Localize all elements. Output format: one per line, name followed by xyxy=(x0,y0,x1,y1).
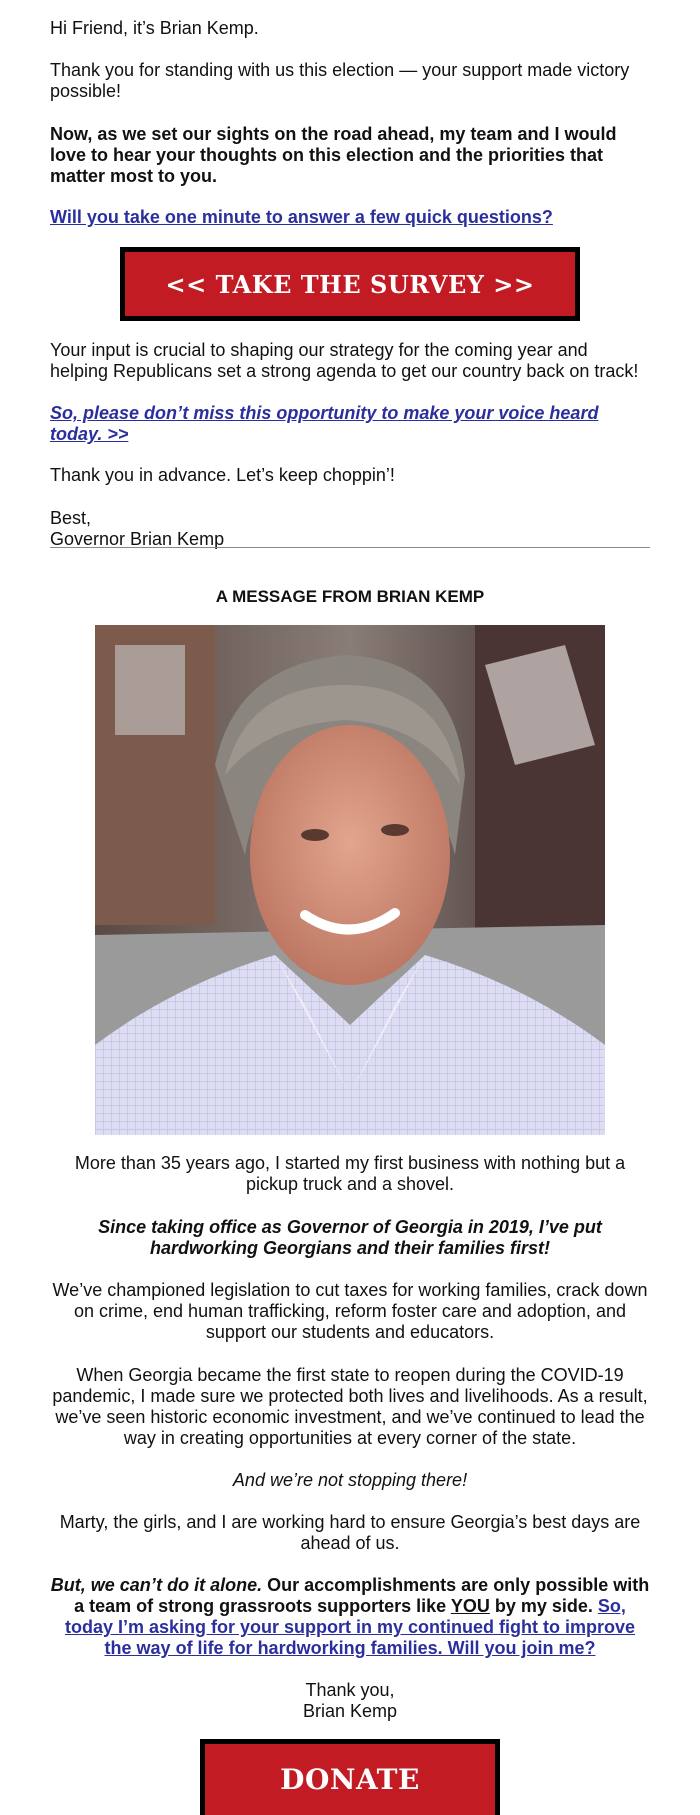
ask-paragraph: Now, as we set our sights on the road ahead, my team and I would love to hear your thoughts on this election and the priorities that matter most to you. xyxy=(50,124,617,186)
survey-link[interactable]: Will you take one minute to answer a few quick questions? xyxy=(50,207,553,227)
portrait-image xyxy=(95,625,605,1135)
business-paragraph: More than 35 years ago, I started my first business with nothing but a pickup truck and a shovel. xyxy=(74,1153,626,1194)
signoff-best: Best, xyxy=(50,508,92,528)
signoff xyxy=(50,508,650,550)
by-my-side-text: by my side. xyxy=(489,1596,598,1616)
accomplishments-text: Our accomplishments are only possible with a team of strong grassroots supporters like xyxy=(74,1575,650,1616)
legislation-paragraph: We’ve championed legislation to cut taxes for working families, crack down on crime, end human trafficking, reform foster care and adoption, and support our students and educators. xyxy=(52,1280,648,1342)
take-survey-button[interactable]: << TAKE THE SURVEY >> xyxy=(120,247,580,321)
family-paragraph: Marty, the girls, and I are working hard to ensure Georgia’s best days are ahead of us. xyxy=(59,1512,641,1553)
cant-do-alone-text: But, we can’t do it alone. xyxy=(50,1575,263,1595)
voice-link[interactable]: So, please don’t miss this opportunity to make your voice heard today. >> xyxy=(50,403,599,444)
advance-thanks: Thank you in advance. Let’s keep choppin’! xyxy=(50,465,395,485)
closing-name: Brian Kemp xyxy=(302,1701,398,1721)
donate-button[interactable]: DONATE xyxy=(200,1739,500,1815)
voice-link-paragraph xyxy=(50,403,650,445)
kemp-photo xyxy=(95,625,605,1135)
closing-thanks: Thank you, xyxy=(305,1680,395,1700)
message-heading: A MESSAGE FROM BRIAN KEMP xyxy=(215,587,485,606)
office-paragraph: Since taking office as Governor of Georgia in 2019, I’ve put hardworking Georgians and their families first! xyxy=(98,1217,602,1258)
closing-signoff xyxy=(50,1680,650,1722)
join-me-link[interactable]: So, today I’m asking for your support in my continued fight to improve the way of life for hardworking families. Will you join me? xyxy=(64,1596,636,1658)
section-divider xyxy=(50,547,650,548)
support-paragraph xyxy=(50,1575,650,1659)
not-stopping-paragraph: And we’re not stopping there! xyxy=(232,1470,468,1490)
greeting-text: Hi Friend, it’s Brian Kemp. xyxy=(50,18,259,38)
input-paragraph: Your input is crucial to shaping our strategy for the coming year and helping Republicans set a strong agenda to get our country back on track! xyxy=(50,340,639,381)
thanks-paragraph: Thank you for standing with us this election — your support made victory possible! xyxy=(50,60,630,101)
covid-paragraph: When Georgia became the first state to reopen during the COVID-19 pandemic, I made sure we protected both lives and livelihoods. As a result, we’ve seen historic economic investment, and we’ve continued to lead the way in creating opportunities at every corner of the state. xyxy=(52,1365,648,1448)
signoff-name: Governor Brian Kemp xyxy=(50,529,225,549)
survey-link-paragraph xyxy=(50,207,650,228)
you-emphasis: YOU xyxy=(450,1596,490,1616)
